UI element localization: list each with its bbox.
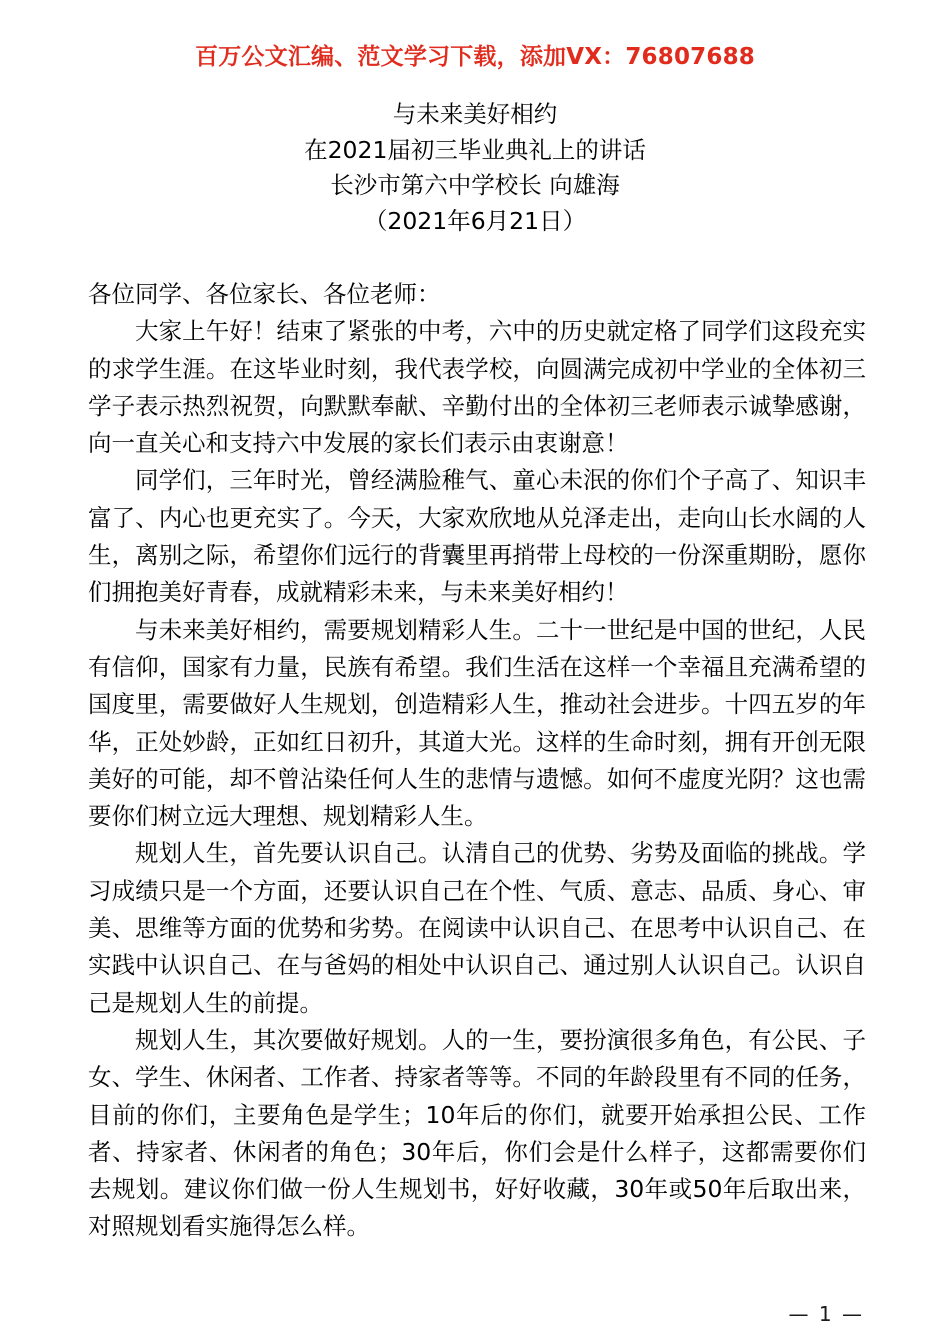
title-line-main: 与未来美好相约 [392,100,558,128]
title-line-speaker: 长沙市第六中学校长 向雄海 [330,171,620,199]
paragraph-1: 大家上午好！结束了紧张的中考，六中的历史就定格了同学们这段充实的求学生涯。在这毕业时刻，我代表学校，向圆满完成初中学业的全体初三学子表示热烈祝贺，向默默奉献、辛勤付出的全体初三老师表示诚挚感谢，向一直关心和支持六中发展的家长们表示由衷谢意！ [88,317,866,458]
title-line-date: （2021年6月21日） [363,206,587,235]
page-number: — 1 — [788,1302,864,1326]
document-title-block [0,97,950,239]
paragraph-4: 规划人生，首先要认识自己。认清自己的优势、劣势及面临的挑战。学习成绩只是一个方面，还要认识自己在个性、气质、意志、品质、身心、审美、思维等方面的优势和劣势。在阅读中认识自己、在思考中认识自己、在实践中认识自己、在与爸妈的相处中认识自己、通过别人认识自己。认识自己是规划人生的前提。 [88,839,866,1017]
title-line-subtitle: 在2021届初三毕业典礼上的讲话 [304,135,646,164]
paragraph-salutation: 各位同学、各位家长、各位老师： [88,280,441,308]
promo-watermark-text: 百万公文汇编、范文学习下载，添加VX：76807688 [195,44,755,70]
paragraph-5: 规划人生，其次要做好规划。人的一生，要扮演很多角色，有公民、子女、学生、休闲者、工作者、持家者等等。不同的年龄段里有不同的任务，目前的你们，主要角色是学生；10年后的你们，就要开始承担公民、工作者、持家者、休闲者的角色；30年后，你们会是什么样子，这都需要你们去规划。建议你们做一份人生规划书，好好收藏，30年或50年后取出来，对照规划看实施得怎么样。 [88,1025,866,1241]
document-body [88,276,866,1246]
paragraph-2: 同学们，三年时光，曾经满脸稚气、童心未泯的你们个子高了、知识丰富了、内心也更充实了。今天，大家欢欣地从兑泽走出，走向山长水阔的人生，离别之际，希望你们远行的背囊里再捎带上母校的一份深重期盼，愿你们拥抱美好青春，成就精彩未来，与未来美好相约！ [88,466,866,607]
paragraph-3: 与未来美好相约，需要规划精彩人生。二十一世纪是中国的世纪，人民有信仰，国家有力量，民族有希望。我们生活在这样一个幸福且充满希望的国度里，需要做好人生规划，创造精彩人生，推动社会进步。十四五岁的年华，正处妙龄，正如红日初升，其道大光。这样的生命时刻，拥有开创无限美好的可能，却不曾沾染任何人生的悲情与遗憾。如何不虚度光阴？这也需要你们树立远大理想、规划精彩人生。 [88,615,866,831]
